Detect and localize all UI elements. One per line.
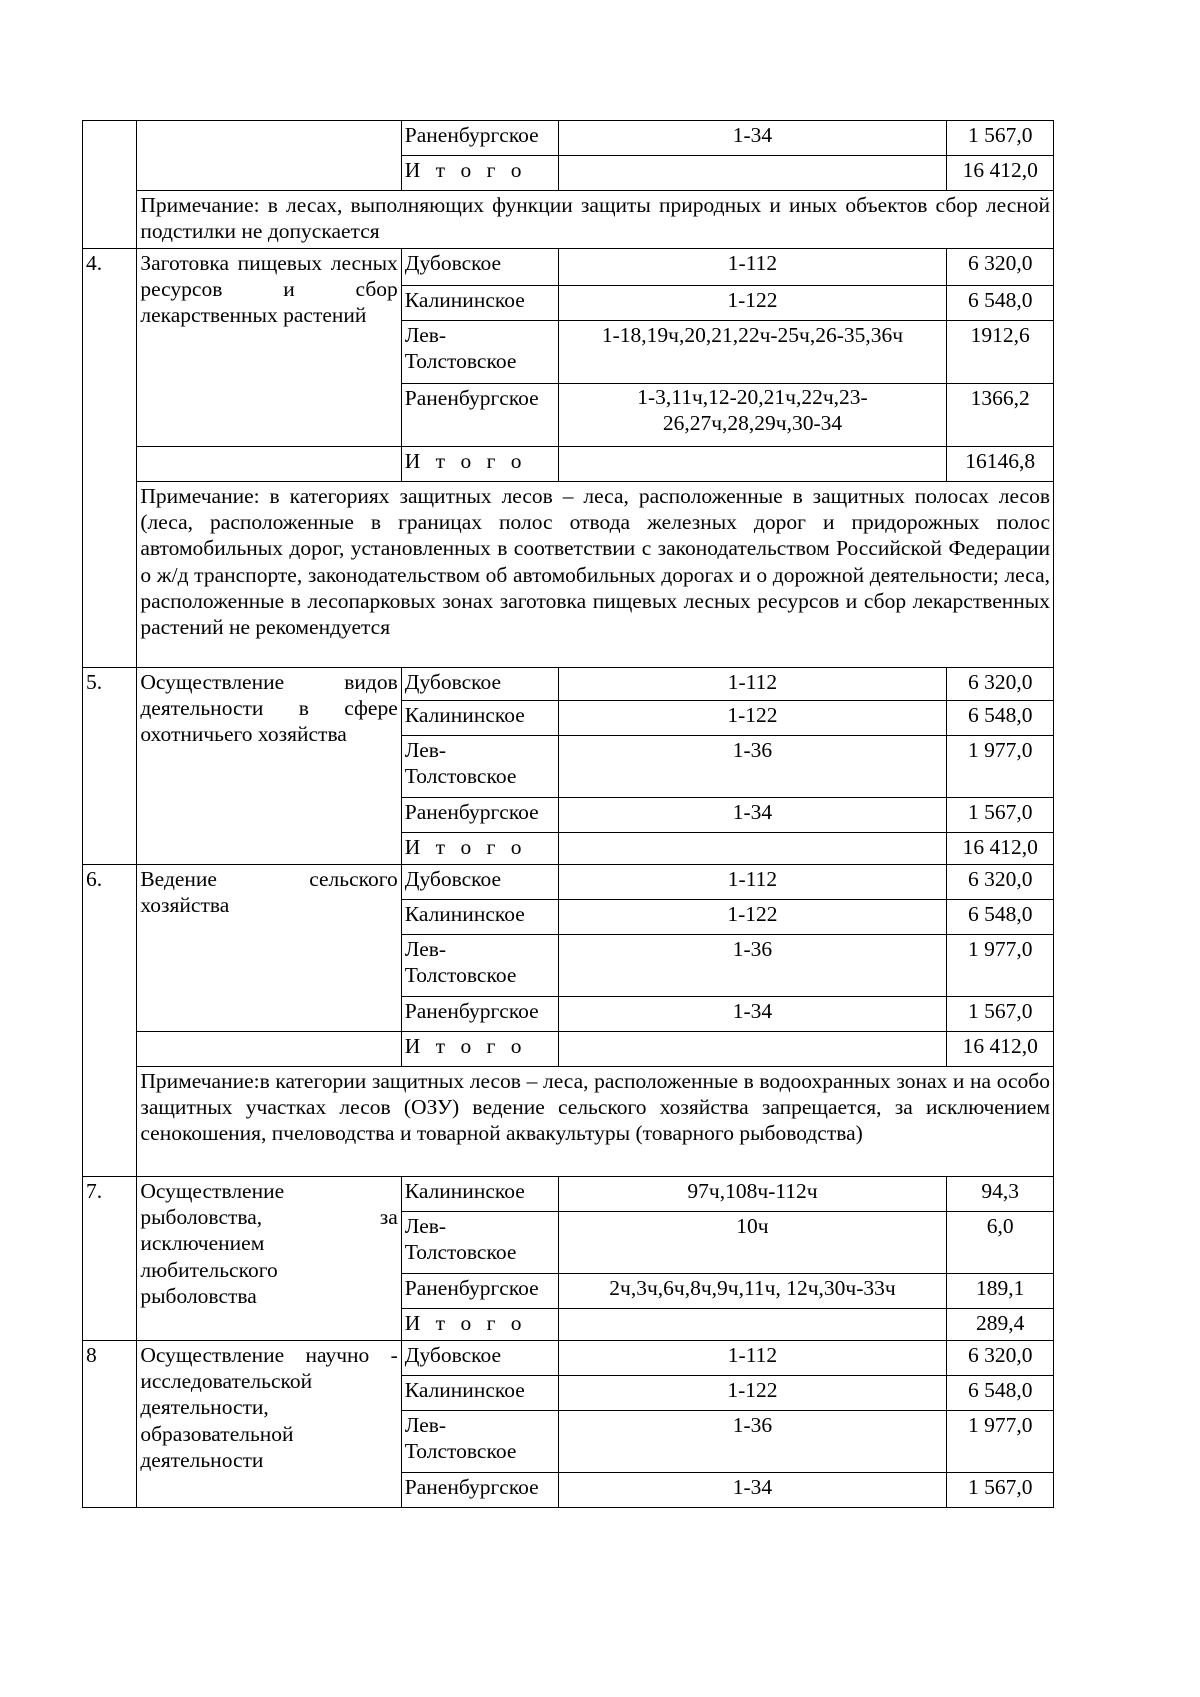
activity-cell: Осуществление научно - исследовательской деятельности, образовательной деятельности: [137, 1341, 401, 1508]
section-number: 5.: [83, 668, 137, 865]
area-cell: 1 567,0: [947, 798, 1054, 833]
quarters-cell: 1-112: [558, 668, 947, 701]
area-cell: 189,1: [947, 1274, 1054, 1309]
total-label: И т о г о: [401, 447, 558, 482]
area-cell: 6 548,0: [947, 701, 1054, 736]
district-cell: Лев-Толстовское: [401, 935, 558, 997]
total-row: [83, 1032, 1054, 1067]
area-cell: 6 320,0: [947, 1341, 1054, 1376]
area-cell: 6 548,0: [947, 900, 1054, 935]
quarters-cell: 1-34: [558, 1473, 947, 1508]
total-quarters-cell: [558, 833, 947, 865]
area-cell: 1 977,0: [947, 736, 1054, 798]
district-cell: Раненбургское: [401, 997, 558, 1032]
area-cell: 1 977,0: [947, 935, 1054, 997]
district-cell: Дубовское: [401, 1341, 558, 1376]
table-row: [83, 668, 1054, 701]
area-cell: 6 320,0: [947, 865, 1054, 900]
activity-cell: Заготовка пищевых лесных ресурсов и сбор лекарственных растений: [137, 249, 401, 447]
empty-activity-cell: [137, 447, 401, 482]
area-cell: 6,0: [947, 1212, 1054, 1274]
total-row: [83, 447, 1054, 482]
district-cell: Лев-Толстовское: [401, 1411, 558, 1473]
empty-activity-cell: [137, 1032, 401, 1067]
total-quarters-cell: [558, 1309, 947, 1341]
quarters-cell: 1-36: [558, 1411, 947, 1473]
quarters-cell: 1-36: [558, 736, 947, 798]
area-cell: 94,3: [947, 1177, 1054, 1212]
area-cell: 6 548,0: [947, 1376, 1054, 1411]
total-quarters-cell: [558, 1032, 947, 1067]
area-cell: 1 977,0: [947, 1411, 1054, 1473]
area-cell: 6 548,0: [947, 286, 1054, 321]
district-cell: Дубовское: [401, 865, 558, 900]
activity-cell: Осуществление рыболовства, за исключением любительского рыболовства: [137, 1177, 401, 1341]
area-cell: 1 567,0: [947, 997, 1054, 1032]
area-cell: 6 320,0: [947, 249, 1054, 286]
quarters-cell: 1-112: [558, 865, 947, 900]
section-number: 8: [83, 1341, 137, 1508]
total-area: 16 412,0: [947, 833, 1054, 865]
total-area: 289,4: [947, 1309, 1054, 1341]
quarters-cell: 10ч: [558, 1212, 947, 1274]
note-text: Примечание:в категории защитных лесов – леса, расположенные в водоохранных зонах и на особо защитных участках лесов (ОЗУ) ведение сельского хозяйства запрещается, за исключением сенокошения, пчеловодства и товарной аквакультуры (товарного рыбоводства): [137, 1067, 1054, 1177]
quarters-cell: 1-34: [558, 798, 947, 833]
quarters-cell: 1-18,19ч,20,21,22ч-25ч,26-35,36ч: [558, 321, 947, 384]
area-cell: 1 567,0: [947, 121, 1054, 156]
total-area: 16 412,0: [947, 1032, 1054, 1067]
total-label: И т о г о: [401, 833, 558, 865]
area-cell: 6 320,0: [947, 668, 1054, 701]
district-cell: Калининское: [401, 286, 558, 321]
total-label: И т о г о: [401, 156, 558, 191]
area-cell: 1 567,0: [947, 1473, 1054, 1508]
note-row: [83, 482, 1054, 668]
quarters-cell: 1-36: [558, 935, 947, 997]
total-quarters-cell: [558, 156, 947, 191]
note-row: [83, 191, 1054, 249]
table-row: [83, 121, 1054, 156]
continued-num-cell: [83, 121, 137, 249]
district-cell: Лев-Толстовское: [401, 1212, 558, 1274]
district-cell: Лев-Толстовское: [401, 321, 558, 384]
section-number: 7.: [83, 1177, 137, 1341]
total-quarters-cell: [558, 447, 947, 482]
district-cell: Калининское: [401, 701, 558, 736]
table-row: [83, 1341, 1054, 1376]
total-label: И т о г о: [401, 1309, 558, 1341]
area-cell: 1912,6: [947, 321, 1054, 384]
district-cell: Раненбургское: [401, 1274, 558, 1309]
quarters-cell: 1-122: [558, 1376, 947, 1411]
note-row: [83, 1067, 1054, 1177]
total-area: 16146,8: [947, 447, 1054, 482]
table-row: [83, 1177, 1054, 1212]
table-row: [83, 249, 1054, 286]
quarters-cell: 2ч,3ч,6ч,8ч,9ч,11ч, 12ч,30ч-33ч: [558, 1274, 947, 1309]
district-cell: Лев-Толстовское: [401, 736, 558, 798]
quarters-cell: 97ч,108ч-112ч: [558, 1177, 947, 1212]
quarters-cell: 1-34: [558, 997, 947, 1032]
quarters-cell: 1-34: [558, 121, 947, 156]
district-cell: Раненбургское: [401, 798, 558, 833]
district-cell: Раненбургское: [401, 1473, 558, 1508]
district-cell: Дубовское: [401, 668, 558, 701]
quarters-cell: 1-112: [558, 249, 947, 286]
total-area: 16 412,0: [947, 156, 1054, 191]
quarters-cell: 1-122: [558, 701, 947, 736]
activity-cell: Осуществление видов деятельности в сфере охотничьего хозяйства: [137, 668, 401, 865]
continued-activity-cell: [137, 121, 401, 191]
quarters-cell: 1-122: [558, 286, 947, 321]
note-text: Примечание: в лесах, выполняющих функции защиты природных и иных объектов сбор лесной подстилки не допускается: [137, 191, 1054, 249]
district-cell: Раненбургское: [401, 384, 558, 447]
note-text: Примечание: в категориях защитных лесов – леса, расположенные в защитных полосах лесов (леса, расположенные в границах полос отвода железных дорог и придорожных полос автомобильных дорог, установленных в соответствии с законодательством Российской Федерации о ж/д транспорте, законодательством об автомобильных дорогах и о дорожной деятельности; леса, расположенные в лесопарковых зонах заготовка пищевых лесных ресурсов и сбор лекарственных растений не рекомендуется: [137, 482, 1054, 668]
district-cell: Раненбургское: [401, 121, 558, 156]
district-cell: Дубовское: [401, 249, 558, 286]
quarters-cell: 1-112: [558, 1341, 947, 1376]
district-cell: Калининское: [401, 1177, 558, 1212]
table-row: [83, 865, 1054, 900]
total-label: И т о г о: [401, 1032, 558, 1067]
forest-use-table: [82, 120, 1054, 1508]
quarters-cell: 1-122: [558, 900, 947, 935]
section-number: 4.: [83, 249, 137, 668]
activity-cell: Ведение сельского хозяйства: [137, 865, 401, 1032]
district-cell: Калининское: [401, 1376, 558, 1411]
district-cell: Калининское: [401, 900, 558, 935]
quarters-cell: 1-3,11ч,12-20,21ч,22ч,23-26,27ч,28,29ч,30-34: [558, 384, 947, 447]
section-number: 6.: [83, 865, 137, 1177]
area-cell: 1366,2: [947, 384, 1054, 447]
